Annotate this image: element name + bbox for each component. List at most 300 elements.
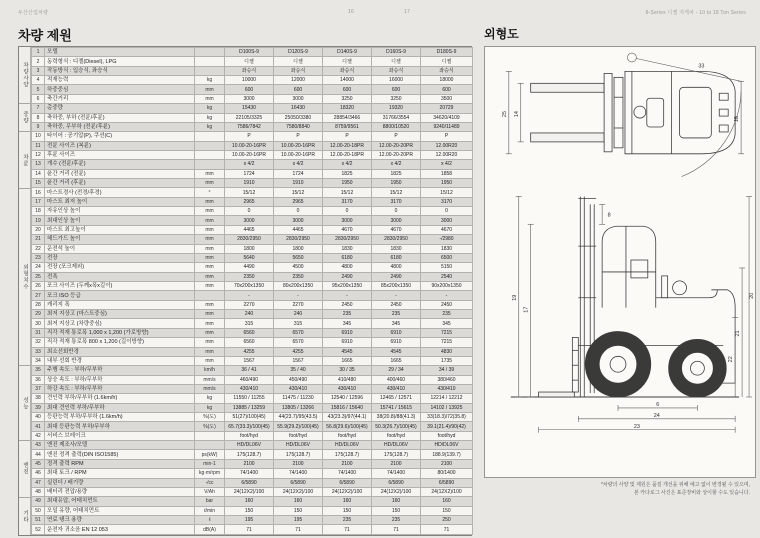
footnote-line-2: 본 카다로그 사진은 표준장비와 상이할 수도 있습니다. (634, 489, 750, 496)
spec-row-unit: mm (195, 169, 225, 178)
spec-value-d140s9: 4670 (323, 225, 372, 234)
spec-value-d120s9: 150 (274, 506, 323, 515)
spec-row-number: 30 (32, 319, 45, 328)
spec-value-d120s9: foot/hyd (274, 431, 323, 440)
spec-row-number: 52 (32, 525, 45, 534)
spec-row-number: 12 (32, 150, 45, 159)
spec-value-d160s9: 4670 (372, 225, 421, 234)
spec-value-d120s9: 2350 (274, 272, 323, 281)
spec-value-d160s9: 600 (372, 85, 421, 94)
spec-row-unit: mm (195, 310, 225, 319)
spec-row-label: 축간거리 (45, 94, 195, 103)
spec-row (32, 141, 473, 150)
spec-value-d180s9: 600 (421, 85, 473, 94)
spec-row-label: 최대 등판능력 부하/무부하 (45, 422, 195, 431)
spec-value-d120s9: 430/410 (274, 384, 323, 393)
spec-value-d180s9: HD/DL06V (421, 441, 473, 450)
spec-row-unit: mm (195, 179, 225, 188)
spec-value-d120s9: 11475 / 11230 (274, 394, 323, 403)
spec-value-d100s9: 4255 (225, 347, 274, 356)
spec-row-unit (195, 48, 225, 57)
spec-value-d180s9: 430/410 (421, 384, 473, 393)
spec-row-label: 작동방식 : 입승식, 좌승식 (45, 66, 195, 75)
spec-row-number: 49 (32, 497, 45, 506)
spec-value-d100s9: 13885 / 13259 (225, 403, 274, 412)
spec-value-d180s9: 2540 (421, 272, 473, 281)
spec-value-d140s9: 14000 (323, 76, 372, 85)
spec-row-unit: mm (195, 347, 225, 356)
spec-value-d180s9: 12.00R20 (421, 141, 473, 150)
spec-value-d140s9: 디젤 (323, 57, 372, 66)
spec-group-label: 차륜 (22, 153, 28, 167)
spec-row-number: 9 (32, 122, 45, 131)
dim-label-23: 23 (633, 423, 640, 430)
spec-value-d140s9: 4545 (323, 347, 372, 356)
spec-value-d120s9: 160 (274, 497, 323, 506)
spec-row-unit (195, 160, 225, 169)
spec-value-d180s9: 1830 (421, 244, 473, 253)
spec-row-number: 27 (32, 291, 45, 300)
spec-value-d180s9: P (421, 132, 473, 141)
spec-row-unit: km/h (195, 366, 225, 375)
dim-label-15: 15 (734, 116, 741, 123)
spec-value-d140s9: 2100 (323, 459, 372, 468)
spec-value-d160s9: 2490 (372, 272, 421, 281)
spec-value-d120s9: 24(12X2)/100 (274, 487, 323, 496)
spec-row (32, 57, 473, 66)
spec-value-d180s9: 80/1400 (421, 469, 473, 478)
spec-value-d100s9: 10.00-20-16PR (225, 150, 274, 159)
spec-row-unit: mm/s (195, 384, 225, 393)
spec-value-d180s9: 34 / 39 (421, 366, 473, 375)
spec-value-d160s9: 71 (372, 525, 421, 534)
spec-row (32, 188, 473, 197)
spec-value-d100s9: 10000 (225, 76, 274, 85)
spec-value-d140s9: 12.00-20-18PR (323, 150, 372, 159)
spec-row-label: 타이어 : 공기압(P), 쿠션(C) (45, 132, 195, 141)
spec-row-label: 후륜 사이즈 (45, 150, 195, 159)
spec-row-label: 연료 탱크 용량 (45, 515, 195, 524)
spec-value-d140s9: 28854/3466 (323, 113, 372, 122)
spec-value-d120s9: 5650 (274, 253, 323, 262)
spec-group-label: 성능 (22, 396, 28, 410)
spec-row-number: 32 (32, 338, 45, 347)
spec-value-d140s9: 30 / 35 (323, 366, 372, 375)
spec-value-d140s9: P (323, 132, 372, 141)
spec-row-number: 24 (32, 263, 45, 272)
spec-row-unit: mm (195, 207, 225, 216)
spec-row-number: 42 (32, 431, 45, 440)
spec-row (32, 310, 473, 319)
spec-value-d160s9: 0 (372, 207, 421, 216)
spec-value-d180s9: 71 (421, 525, 473, 534)
spec-row (32, 281, 473, 290)
spec-value-d140s9: 71 (323, 525, 372, 534)
spec-value-d100s9: 600 (225, 85, 274, 94)
spec-value-d140s9: 15816 / 15640 (323, 403, 372, 412)
spec-value-d140s9: 6/5890 (323, 478, 372, 487)
spec-row-unit: mm (195, 225, 225, 234)
spec-row-number: 10 (32, 132, 45, 141)
spec-value-d180s9: 5150 (421, 263, 473, 272)
spec-row-label: 직각 적재 통로폭 1,000 x 1,200 (가로방향) (45, 328, 195, 337)
spec-value-d180s9: 12.00R20 (421, 150, 473, 159)
spec-value-d160s9: 12.00-20-20PR (372, 141, 421, 150)
spec-row-label: 모델 (45, 48, 195, 57)
spec-value-d180s9: 250 (421, 515, 473, 524)
spec-value-d160s9: 430/410 (372, 384, 421, 393)
spec-value-d100s9: 240 (225, 310, 274, 319)
spec-value-d120s9: P (274, 132, 323, 141)
spec-row-number: 36 (32, 375, 45, 384)
spec-row-number: 34 (32, 356, 45, 365)
spec-value-d180s9: 39.1(21.4)/90(42) (421, 422, 473, 431)
page-number-left: 16 (348, 9, 354, 15)
spec-group-label: 차량사양 (22, 61, 28, 88)
spec-value-d180s9: -/2980 (421, 235, 473, 244)
spec-value-d160s9: 1830 (372, 244, 421, 253)
spec-row-number: 7 (32, 104, 45, 113)
spec-value-d120s9: 74/1400 (274, 469, 323, 478)
spec-value-d180s9: 3170 (421, 197, 473, 206)
spec-value-d180s9: 188.9(139.7) (421, 450, 473, 459)
spec-row-label: 운전자 귀소음 EN 12 053 (45, 525, 195, 534)
spec-row (32, 450, 473, 459)
spec-row-label: 서비스 브레이크 (45, 431, 195, 440)
spec-value-d180s9: 2100 (421, 459, 473, 468)
spec-value-d160s9: 1665 (372, 356, 421, 365)
spec-value-d100s9: 디젤 (225, 57, 274, 66)
spec-value-d180s9: 15/12 (421, 188, 473, 197)
spec-value-d140s9: 8759/9561 (323, 122, 372, 131)
page-number-right: 17 (404, 9, 410, 15)
spec-value-d160s9: 1825 (372, 169, 421, 178)
spec-row-label: 마스트 최고높이 (45, 225, 195, 234)
spec-row (32, 478, 473, 487)
spec-row-number: 28 (32, 300, 45, 309)
spec-value-d160s9: 235 (372, 310, 421, 319)
spec-row-label: 주행 속도 : 부하/무부하 (45, 366, 195, 375)
spec-value-d160s9: 3250 (372, 94, 421, 103)
dim-label-25: 25 (501, 111, 508, 118)
spec-value-d100s9: 3000 (225, 216, 274, 225)
spec-value-d140s9: 12.00-20-18PR (323, 141, 372, 150)
spec-row-unit: mm (195, 328, 225, 337)
spec-value-d160s9: 19320 (372, 104, 421, 113)
spec-row-unit: kg (195, 122, 225, 131)
spec-row-number: 46 (32, 469, 45, 478)
spec-row (32, 244, 473, 253)
spec-value-d100s9: 2270 (225, 300, 274, 309)
spec-row (32, 384, 473, 393)
spec-value-d100s9: D100S-9 (225, 48, 274, 57)
spec-row-label: 적재능력 (45, 76, 195, 85)
spec-row-label: 등판능력 부하/무부하 (1.6km/h) (45, 413, 195, 422)
spec-row-unit (195, 291, 225, 300)
spec-row-label: 전폭 (45, 272, 195, 281)
spec-table (18, 46, 472, 536)
spec-value-d180s9: 6500 (421, 253, 473, 262)
spec-value-d140s9: 600 (323, 85, 372, 94)
spec-row (32, 506, 473, 515)
spec-grid (31, 47, 473, 535)
spec-value-d100s9: 195 (225, 515, 274, 524)
spec-value-d180s9: 150 (421, 506, 473, 515)
spec-value-d120s9: 1910 (274, 179, 323, 188)
spec-value-d120s9: 13805 / 13266 (274, 403, 323, 412)
spec-table-title: 차량 제원 (18, 28, 72, 43)
spec-row-number: 15 (32, 179, 45, 188)
spec-row-unit: mm (195, 253, 225, 262)
spec-row-label: 최대 토크 / RPM (45, 469, 195, 478)
spec-value-d140s9: D140S-9 (323, 48, 372, 57)
spec-value-d120s9: 10.00-20-16PR (274, 150, 323, 159)
spec-group-label: 외형치수 (22, 263, 28, 290)
spec-value-d100s9: 2830/2950 (225, 235, 274, 244)
spec-value-d160s9: 3000 (372, 216, 421, 225)
spec-row-unit (195, 132, 225, 141)
spec-value-d160s9: 8800/10520 (372, 122, 421, 131)
spec-value-d100s9: 15430 (225, 104, 274, 113)
spec-group-cell (19, 189, 30, 366)
spec-value-d120s9: 4500 (274, 263, 323, 272)
spec-row-number: 23 (32, 253, 45, 262)
dim-label-8: 8 (607, 212, 611, 219)
spec-value-d160s9: - (372, 291, 421, 300)
diagram-title: 외형도 (484, 27, 519, 41)
spec-value-d100s9: 5640 (225, 253, 274, 262)
spec-row-label: 최대 견인력 부하/무부하 (45, 403, 195, 412)
spec-value-d100s9: 74/1400 (225, 469, 274, 478)
spec-row (32, 291, 473, 300)
spec-value-d140s9: 12540 / 12596 (323, 394, 372, 403)
dim-label-21: 21 (735, 330, 742, 337)
spec-row-unit: mm (195, 263, 225, 272)
spec-row-unit: mm (195, 216, 225, 225)
spec-row-label: 내부 선회 반경 (45, 356, 195, 365)
spec-row-unit: mm (195, 356, 225, 365)
spec-value-d140s9: 74/1400 (323, 469, 372, 478)
spec-row (32, 253, 473, 262)
spec-value-d140s9: foot/hyd (323, 431, 372, 440)
spec-value-d160s9: foot/hyd (372, 431, 421, 440)
spec-value-d160s9: 175(128.7) (372, 450, 421, 459)
spec-value-d120s9: 좌승식 (274, 66, 323, 75)
spec-row (32, 338, 473, 347)
spec-value-d160s9: 24(12X2)/100 (372, 487, 421, 496)
side-view (511, 196, 742, 397)
spec-value-d100s9: 2965 (225, 197, 274, 206)
spec-row-label: 최대인상 높이 (45, 216, 195, 225)
spec-row-label: 최대유압, 어태치먼트 (45, 497, 195, 506)
spec-value-d180s9: 좌승식 (421, 66, 473, 75)
spec-group-label: 기타 (22, 509, 28, 523)
spec-row (32, 94, 473, 103)
spec-value-d120s9: 35 / 40 (274, 366, 323, 375)
spec-value-d140s9: 410/480 (323, 375, 372, 384)
spec-value-d140s9: 1665 (323, 356, 372, 365)
spec-row-unit (195, 150, 225, 159)
spec-row (32, 441, 473, 450)
spec-row-unit (195, 431, 225, 440)
spec-row-number: 11 (32, 141, 45, 150)
spec-value-d160s9: 345 (372, 319, 421, 328)
spec-row-label: 견인력 부하/무부하 (1.6km/h) (45, 394, 195, 403)
spec-row-label: 총중량 (45, 104, 195, 113)
spec-row-unit: min-1 (195, 459, 225, 468)
spec-row-unit: kg (195, 76, 225, 85)
spec-row-number: 8 (32, 113, 45, 122)
spec-row-unit: mm (195, 281, 225, 290)
spec-row-unit: mm (195, 85, 225, 94)
spec-value-d180s9: 2450 (421, 300, 473, 309)
dim-label-33: 33 (698, 63, 705, 70)
spec-value-d120s9: 2270 (274, 300, 323, 309)
spec-value-d160s9: 4545 (372, 347, 421, 356)
spec-value-d120s9: 600 (274, 85, 323, 94)
spec-group-cell (19, 498, 30, 535)
spec-row-label: 마스트 최저 높이 (45, 197, 195, 206)
spec-value-d160s9: 50.3(26.7)/100(45) (372, 422, 421, 431)
spec-row-number: 6 (32, 94, 45, 103)
spec-value-d160s9: 15/12 (372, 188, 421, 197)
spec-row-unit: mm (195, 338, 225, 347)
spec-row-number: 31 (32, 328, 45, 337)
spec-value-d160s9: 6180 (372, 253, 421, 262)
spec-row-label: 전장 (45, 253, 195, 262)
dim-label-6: 6 (656, 401, 660, 408)
spec-value-d160s9: 2830/2950 (372, 235, 421, 244)
spec-row-number: 1 (32, 48, 45, 57)
spec-row-label: 상승 속도 : 부하/무부하 (45, 375, 195, 384)
spec-value-d100s9: 22105/3325 (225, 113, 274, 122)
spec-value-d120s9: 6570 (274, 338, 323, 347)
spec-row (32, 515, 473, 524)
spec-row-unit (195, 66, 225, 75)
spec-value-d140s9: 6910 (323, 338, 372, 347)
spec-value-d140s9: 235 (323, 515, 372, 524)
spec-value-d160s9: HD/DL06V (372, 441, 421, 450)
spec-value-d180s9: 345 (421, 319, 473, 328)
spec-value-d160s9: 85x200x1350 (372, 281, 421, 290)
spec-row-number: 43 (32, 441, 45, 450)
spec-value-d120s9: 240 (274, 310, 323, 319)
spec-value-d160s9: 12.00-20-20PR (372, 150, 421, 159)
spec-value-d140s9: 6910 (323, 328, 372, 337)
spec-row-number: 5 (32, 85, 45, 94)
spec-value-d100s9: 4490 (225, 263, 274, 272)
spec-value-d100s9: 6560 (225, 328, 274, 337)
spec-value-d120s9: 2830/2950 (274, 235, 323, 244)
spec-row (32, 469, 473, 478)
spec-value-d180s9: 1950 (421, 179, 473, 188)
spec-value-d180s9: 6/5890 (421, 478, 473, 487)
spec-value-d180s9: 4830 (421, 347, 473, 356)
forklift-outline-drawing (485, 47, 755, 477)
spec-row-number: 2 (32, 57, 45, 66)
spec-value-d160s9: 6/5890 (372, 478, 421, 487)
spec-value-d100s9: 315 (225, 319, 274, 328)
spec-value-d100s9: 460/490 (225, 375, 274, 384)
spec-value-d160s9: 2450 (372, 300, 421, 309)
footnote (601, 482, 750, 497)
spec-row (32, 179, 473, 188)
spec-group-strip (19, 47, 31, 535)
spec-value-d180s9: - (421, 291, 473, 300)
spec-row-number: 13 (32, 160, 45, 169)
spec-row-label: 마스트경사 (전경/후경) (45, 188, 195, 197)
spec-row-unit: mm (195, 94, 225, 103)
spec-value-d180s9: 90x200x1350 (421, 281, 473, 290)
spec-row (32, 431, 473, 440)
spec-value-d120s9: 15/12 (274, 188, 323, 197)
spec-row-unit: kg (195, 113, 225, 122)
spec-row (32, 272, 473, 281)
spec-value-d100s9: 175(128.7) (225, 450, 274, 459)
spec-row-number: 18 (32, 207, 45, 216)
spec-row-unit: -/cc (195, 478, 225, 487)
spec-value-d120s9: 6/5890 (274, 478, 323, 487)
spec-value-d180s9: 33(18.3)/72(35.8) (421, 413, 473, 422)
spec-value-d120s9: 12000 (274, 76, 323, 85)
spec-value-d180s9: 24(12X2)/100 (421, 487, 473, 496)
spec-row-unit: mm (195, 235, 225, 244)
spec-value-d120s9: 0 (274, 207, 323, 216)
spec-row-label: 윤간 거리 (전륜) (45, 169, 195, 178)
spec-value-d100s9: 1567 (225, 356, 274, 365)
spec-row (32, 403, 473, 412)
spec-row-label: 오일 유량, 어태치먼트 (45, 506, 195, 515)
spec-value-d140s9: 18320 (323, 104, 372, 113)
spec-value-d140s9: 15/12 (323, 188, 372, 197)
spec-row (32, 413, 473, 422)
spec-value-d100s9: - (225, 291, 274, 300)
spec-value-d160s9: 16000 (372, 76, 421, 85)
spec-row-number: 25 (32, 272, 45, 281)
spec-row-unit (195, 141, 225, 150)
spec-row (32, 66, 473, 75)
spec-value-d180s9: 0 (421, 207, 473, 216)
spec-row (32, 150, 473, 159)
spec-value-d160s9: 29 / 34 (372, 366, 421, 375)
spec-value-d100s9: 11550 / 11255 (225, 394, 274, 403)
spec-value-d100s9: 24(12X2)/100 (225, 487, 274, 496)
spec-row (32, 76, 473, 85)
spec-row (32, 487, 473, 496)
spec-row (32, 263, 473, 272)
spec-row-number: 3 (32, 66, 45, 75)
spec-value-d140s9: 2830/2950 (323, 235, 372, 244)
spec-value-d120s9: 450/490 (274, 375, 323, 384)
spec-value-d100s9: 2100 (225, 459, 274, 468)
spec-value-d180s9: 디젤 (421, 57, 473, 66)
spec-value-d180s9: 18000 (421, 76, 473, 85)
spec-row-label: 하강 속도 : 부하/무부하 (45, 384, 195, 393)
spec-value-d180s9: 12214 / 12212 (421, 394, 473, 403)
spec-row-unit: kg (195, 403, 225, 412)
spec-row-number: 38 (32, 394, 45, 403)
spec-value-d160s9: 15741 / 15615 (372, 403, 421, 412)
spec-value-d160s9: 12465 / 12571 (372, 394, 421, 403)
spec-value-d120s9: 71 (274, 525, 323, 534)
spec-value-d140s9: 3000 (323, 216, 372, 225)
spec-row-number: 50 (32, 506, 45, 515)
spec-row-unit: dB(A) (195, 525, 225, 534)
spec-row (32, 122, 473, 131)
spec-value-d100s9: 71 (225, 525, 274, 534)
spec-value-d160s9: 160 (372, 497, 421, 506)
spec-row-number: 47 (32, 478, 45, 487)
